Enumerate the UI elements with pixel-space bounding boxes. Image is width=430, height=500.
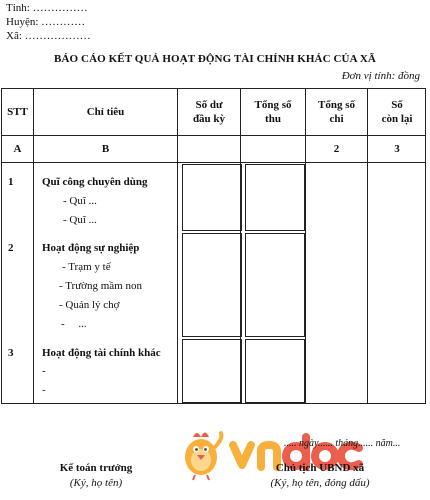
code-row-divider [2,162,425,163]
chief-accountant-note: (Ký, họ tên) [69,477,123,489]
list-item: - [42,384,46,396]
list-item: - ... [61,318,87,330]
chairman-signature [240,462,400,489]
chick-mascot-icon [185,433,221,481]
report-table [1,88,426,404]
box-s3-opening [182,339,242,403]
box-s1-revenue [245,164,305,231]
chairman-label: Chủ tịch UBND xã [275,462,365,474]
box-s1-opening [182,164,242,231]
date-line: ..... ngày...... tháng...... năm... [284,438,401,449]
col-header-indicator: Chỉ tiêu [86,106,125,118]
chairman-note: (Ký, họ tên, đóng dấu) [270,477,370,489]
stt-2: 2 [8,242,14,254]
box-s3-revenue [245,339,305,403]
list-item: - Quĩ ... [63,195,97,207]
box-s2-opening [182,233,242,337]
section-public-service: Hoạt động sự nghiệp [42,242,140,254]
col-header-stt: STT [7,106,28,118]
list-item: - Quĩ ... [63,214,97,226]
col-header-total-expense: Tổng số chi [318,99,355,125]
list-item: - Quản lý chợ [59,299,120,311]
code-cell-b: B [101,143,110,155]
code-cell-blank [241,136,305,162]
chief-accountant-signature [46,462,146,489]
list-item: - Trạm y tế [62,261,111,273]
section-special-funds: Quĩ công chuyên dùng [42,176,148,188]
district-line: Huyện: ………… [6,16,86,28]
stt-1: 1 [8,176,14,188]
section-other-finance: Hoạt động tài chính khác [42,347,161,359]
code-cell-a: A [13,143,22,155]
list-item: - [42,365,46,377]
code-cell-1 [178,136,240,162]
chief-accountant-label: Kế toán trưởng [59,462,133,474]
report-title: BÁO CÁO KẾT QUẢ HOẠT ĐỘNG TÀI CHÍNH KHÁC CỦA XÃ [54,53,376,65]
province-line: Tỉnh: …………… [6,2,88,14]
col-header-opening-balance: Số dư đầu kỳ [192,99,226,125]
box-s2-revenue [245,233,305,337]
unit-note: Đơn vị tính: đồng [341,70,420,82]
code-cell-3: 3 [394,143,400,155]
col-header-remaining: Số còn lại [381,99,413,125]
commune-line: Xã: ……………… [6,30,91,42]
col-header-total-revenue: Tổng số thu [254,99,292,125]
code-cell-2: 2 [333,143,340,155]
stt-3: 3 [8,347,14,359]
list-item: - Trường mầm non [59,280,142,292]
